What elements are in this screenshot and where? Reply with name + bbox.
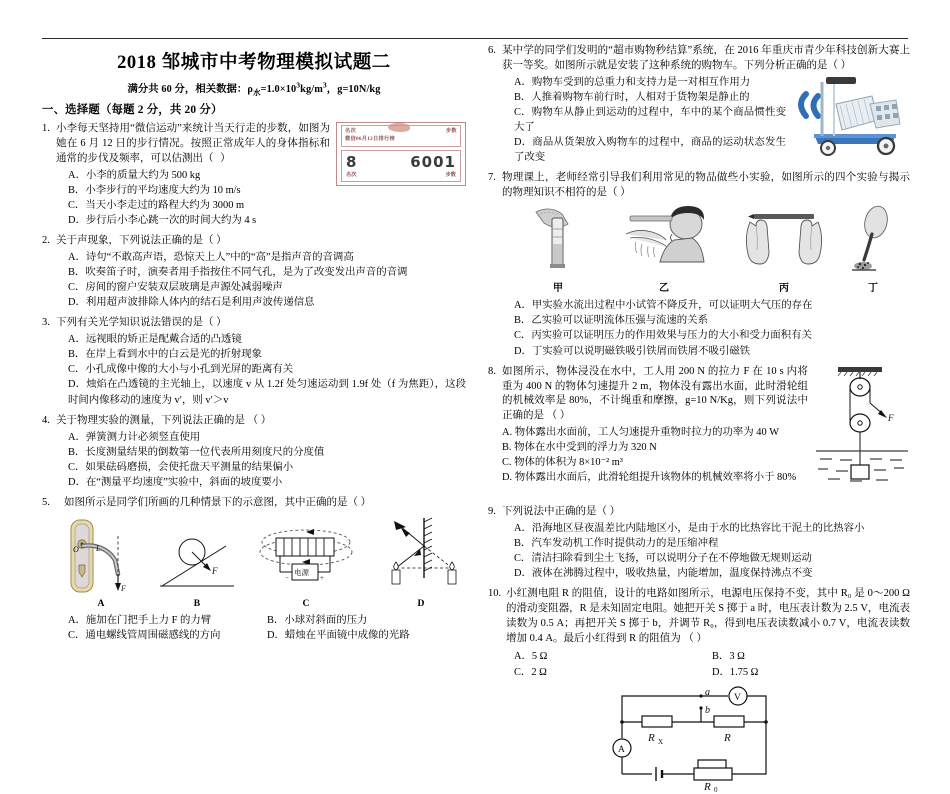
question-2-stem: 关于声现象，下列说法正确的是（ ） [56, 235, 227, 247]
question-10-stem: 小红测电阻 R 的阻值，设计的电路如图所示，电源电压保持不变，其中 R₀ 是 0～200 Ω 的滑动变阻器，R 是未知固定电阻。她把开关 S 掷于 a 时，电压表计数为 2.5 V，电流表读数为 0.5 A；再把开关 S 掷于 b，并调节 R₀，得到电压表读数减小 0.7 V，电流表读数增加 0.4 A。最后小红得到 R 的阻值为 （ ） [506, 587, 910, 644]
section-heading: 一、选择题（每题 2 分，共 20 分） [42, 104, 223, 117]
option: D．利用超声波排除人体内的结石是利用声波传递信息 [68, 297, 315, 309]
subtitle-prefix: 满分共 60 分，相关数据： [127, 84, 248, 95]
pedometer-steps-label: 步数 [445, 128, 457, 135]
option: D．在“测量平均速度”实验中，斜面的坡度要小 [68, 476, 283, 488]
question-6 [488, 44, 910, 165]
svg-text:V: V [734, 692, 741, 703]
option: A．施加在门把手上力 F 的力臂 [68, 615, 212, 627]
question-10 [488, 587, 910, 794]
question-5 [42, 496, 466, 644]
circuit-figure [606, 682, 910, 794]
rho-symbol: ρ [247, 84, 253, 95]
question-3-stem: 下列有关光学知识说法错误的是（ ） [56, 317, 227, 329]
option: D．液体在沸腾过程中，吸收热量，内能增加，温度保持沸点不变 [514, 567, 813, 579]
incline-ball-svg [156, 518, 238, 596]
test-tube-svg [528, 204, 588, 282]
pulley-figure [814, 365, 910, 497]
option: A．弹簧测力计必须竖直使用 [68, 431, 201, 443]
option: B. 物体在水中受到的浮力为 320 N [502, 442, 657, 454]
page-title: 2018 邹城市中考物理模拟试题二 [117, 53, 391, 73]
option: B．在岸上看到水中的白云是光的折射现象 [68, 349, 262, 361]
figure-pencil-press-experiment [740, 204, 828, 296]
pedometer-date: 微信06月12日排行榜 [345, 136, 395, 143]
figure-caption-d: D [417, 597, 425, 609]
svg-text:0: 0 [714, 785, 718, 794]
gravity-constant: ，g=10N/kg [326, 84, 381, 95]
pedometer-steps-value: 6001 [410, 152, 456, 171]
option: D．蜡烛在平面镜中成像的光路 [267, 630, 410, 642]
svg-text:O: O [73, 544, 79, 554]
option: C．购物车从静止到运动的过程中，车中的某个商品惯性变大了 [514, 106, 786, 134]
svg-text:A: A [618, 744, 625, 755]
question-7-stem: 物理课上，老师经常引导我们利用常见的物品做些小实验，如图所示的四个实验与揭示的物理知识不相符的是（ ） [502, 172, 910, 199]
pedometer-steps-label-2: 步数 [445, 172, 456, 179]
pulley-force-label: F [888, 412, 894, 423]
option: D．1.75 Ω [712, 666, 759, 678]
rho-unit: kg/m [300, 84, 323, 95]
svg-text:R: R [648, 731, 655, 744]
question-4 [42, 414, 466, 490]
option: B．汽车发动机工作时提供动力的是压缩冲程 [514, 537, 719, 549]
option: C．房间的窗户安装双层玻璃是声源处减弱噪声 [68, 282, 283, 294]
option: C．2 Ω [514, 666, 547, 678]
option: C．清洁扫除看到尘土飞扬，可以说明分子在不停地做无规则运动 [514, 552, 812, 564]
candle-right [448, 562, 456, 584]
question-7-number: 7. [488, 172, 496, 184]
option: A．小李的质量大约为 500 kg [68, 169, 201, 181]
question-6-stem: 某中学的同学们发明的“超市购物秒结算”系统，在 2016 年重庆市青少年科技创新大赛上获一等奖。如图所示就是安装了这种系统的购物车。下列分析正确的是（ ） [502, 45, 910, 71]
question-5-options [42, 613, 466, 643]
question-3-number: 3. [42, 317, 50, 329]
option: B．人推着购物车前行时，人相对于货物架是静止的 [514, 91, 750, 103]
shopping-cart-figure [792, 74, 910, 160]
svg-text:a: a [705, 686, 710, 698]
exam-subtitle [42, 80, 466, 98]
question-2-number: 2. [42, 235, 50, 247]
question-1-number: 1. [42, 123, 50, 135]
question-9-options [488, 521, 910, 581]
option: C．当天小李走过的路程大约为 3000 m [68, 199, 245, 211]
header-rule [42, 38, 908, 39]
option: B．小李步行的平均速度大约为 10 m/s [68, 184, 241, 196]
pedometer-figure [336, 122, 466, 186]
circuit-diagram-svg [606, 682, 792, 794]
svg-text:b: b [705, 704, 710, 716]
option: C．丙实验可以证明压力的作用效果与压力的大小和受力面积有关 [514, 330, 812, 342]
question-5-stem: 如图所示是同学们所画的几种情景下的示意图，其中正确的是（ ） [64, 496, 372, 508]
question-1 [42, 122, 466, 228]
svg-text:R: R [724, 731, 731, 744]
figure-caption-ding: 丁 [868, 283, 878, 295]
option: A．甲实验水流出过程中小试管不降反升，可以证明大气压的存在 [514, 300, 813, 312]
question-3-options [42, 332, 466, 407]
door-handle-svg [64, 518, 138, 596]
pencil-press-svg [740, 204, 828, 282]
rho-subscript: 水 [252, 88, 261, 98]
question-4-number: 4. [42, 414, 50, 426]
blowing-svg [610, 204, 718, 282]
figure-caption-c: C [302, 597, 310, 609]
figure-solenoid [256, 518, 356, 611]
option: A．沿海地区昼夜温差比内陆地区小，是由于水的比热容比干泥土的比热容小 [514, 522, 865, 534]
question-8-stem: 如图所示，物体浸没在水中，工人用 200 N 的拉力 F 在 10 s 内将重为 400 N 的物体匀速提升 2 m，物体没有露出水面，此时滑轮组的机械效率是 80%，不计绳重和摩擦，g=10 N/Kg，则下列说法中正确的是 （ ） [502, 365, 808, 422]
option: D. 物体露出水面后，此滑轮组提升该物体的机械效率将小于 80% [502, 472, 797, 484]
pedometer-rank-label-2: 名次 [346, 172, 357, 179]
rho-unit-exponent: 3 [322, 80, 327, 90]
shopping-cart-svg [792, 74, 910, 160]
option: B．乙实验可以证明流体压强与流速的关系 [514, 315, 708, 327]
pedometer-rank-label: 名次 [345, 128, 357, 135]
question-1-answer-blank: （ ） [203, 152, 233, 164]
svg-text:X: X [658, 737, 664, 746]
question-7 [488, 171, 910, 358]
question-4-options [42, 430, 466, 490]
question-10-options [488, 649, 910, 679]
figure-test-tube-experiment [528, 204, 588, 296]
solenoid-svg [256, 518, 356, 596]
question-4-stem: 关于物理实验的测量，下列说法正确的是 （ ） [56, 414, 272, 426]
question-10-number: 10. [488, 587, 502, 599]
pedometer-rank-value: 8 [346, 152, 358, 171]
pulley-system-svg [814, 365, 910, 497]
option: D．丁实验可以说明磁铁吸引铁屑而铁屑不吸引磁铁 [514, 345, 751, 357]
figure-caption-b: B [193, 597, 201, 609]
option: A．诗句“不敢高声语，恐惊天上人”中的“高”是指声音的音调高 [68, 251, 354, 263]
option: A. 物体露出水面前，工人匀速提升重物时拉力的功率为 40 W [502, 427, 780, 439]
option: C．小孔成像中像的大小与小孔到光屏的距离有关 [68, 364, 294, 376]
question-7-figures [488, 204, 910, 296]
svg-text:L: L [96, 543, 101, 553]
svg-text:电源: 电源 [294, 567, 309, 577]
magnet-svg [850, 204, 896, 282]
svg-text:F: F [212, 565, 218, 576]
option: C．如果砝码磨损，会使托盘天平测量的结果偏小 [68, 461, 294, 473]
question-5-number: 5. [42, 496, 50, 508]
question-5-figures [42, 516, 466, 611]
figure-caption-yi: 乙 [659, 283, 669, 295]
figure-blowing-experiment [610, 204, 718, 296]
mirror-optics-svg [374, 516, 468, 596]
figure-magnet-experiment [850, 204, 896, 296]
rho-value: =1.0×10 [260, 84, 297, 95]
svg-text:+: + [320, 573, 324, 582]
option: B．3 Ω [712, 651, 745, 663]
question-7-options [488, 298, 910, 358]
two-column-layout [0, 44, 950, 794]
figure-caption-a: A [97, 597, 105, 609]
left-column [0, 44, 478, 794]
option: C. 物体的体积为 8×10⁻² m³ [502, 457, 623, 469]
figure-door-handle [64, 518, 138, 611]
figure-incline-ball [156, 518, 238, 611]
figure-caption-jia: 甲 [553, 283, 563, 295]
question-3 [42, 316, 466, 407]
option: B．小球对斜面的压力 [267, 615, 368, 627]
rho-exponent: 3 [296, 80, 301, 90]
option: A．购物车受到的总重力和支持力是一对相互作用力 [514, 76, 751, 88]
question-1-text: 小李每天坚持用“微信运动”来统计当天行走的步数，如图为她在 6 月 12 日的步行情况。按照正常成年人的身体指标和通常的步伐及频率，可以估测出 [56, 123, 330, 164]
svg-text:F: F [121, 583, 126, 593]
svg-text:−: − [285, 573, 289, 582]
option: D．烛焰在凸透镜的主光轴上，以速度 v 从 1.2f 处匀速运动到 1.9f 处（f 为焦距），这段时间内像移动的速度为 v′，则 v′＞v [68, 379, 466, 406]
question-9-stem: 下列说法中正确的是（ ） [502, 505, 621, 517]
option: B．长度测量结果的倒数第一位代表所用刻度尺的分度值 [68, 446, 325, 458]
option: A．远视眼的矫正是配戴合适的凸透镜 [68, 334, 242, 346]
option: D．商品从货架放入购物车的过程中，商品的运动状态发生了改变 [514, 137, 786, 164]
right-column [478, 44, 950, 794]
figure-caption-bing: 丙 [779, 283, 789, 295]
question-9-number: 9. [488, 505, 496, 517]
question-6-number: 6. [488, 45, 496, 56]
question-8 [488, 365, 910, 499]
question-2 [42, 234, 466, 310]
question-2-options [42, 250, 466, 310]
option: B．吹奏笛子时，演奏者用手指按住不同气孔，是为了改变发出声音的音调 [68, 267, 408, 279]
figure-mirror-optics [374, 516, 468, 611]
svg-text:R: R [704, 780, 711, 793]
option: D．步行后小李心跳一次的时间大约为 4 s [68, 215, 257, 226]
question-9 [488, 505, 910, 581]
option: A．5 Ω [514, 651, 548, 663]
smudge-decoration [388, 123, 410, 132]
option: C．通电螺线管周围磁感线的方向 [68, 630, 221, 642]
question-8-number: 8. [488, 365, 496, 377]
